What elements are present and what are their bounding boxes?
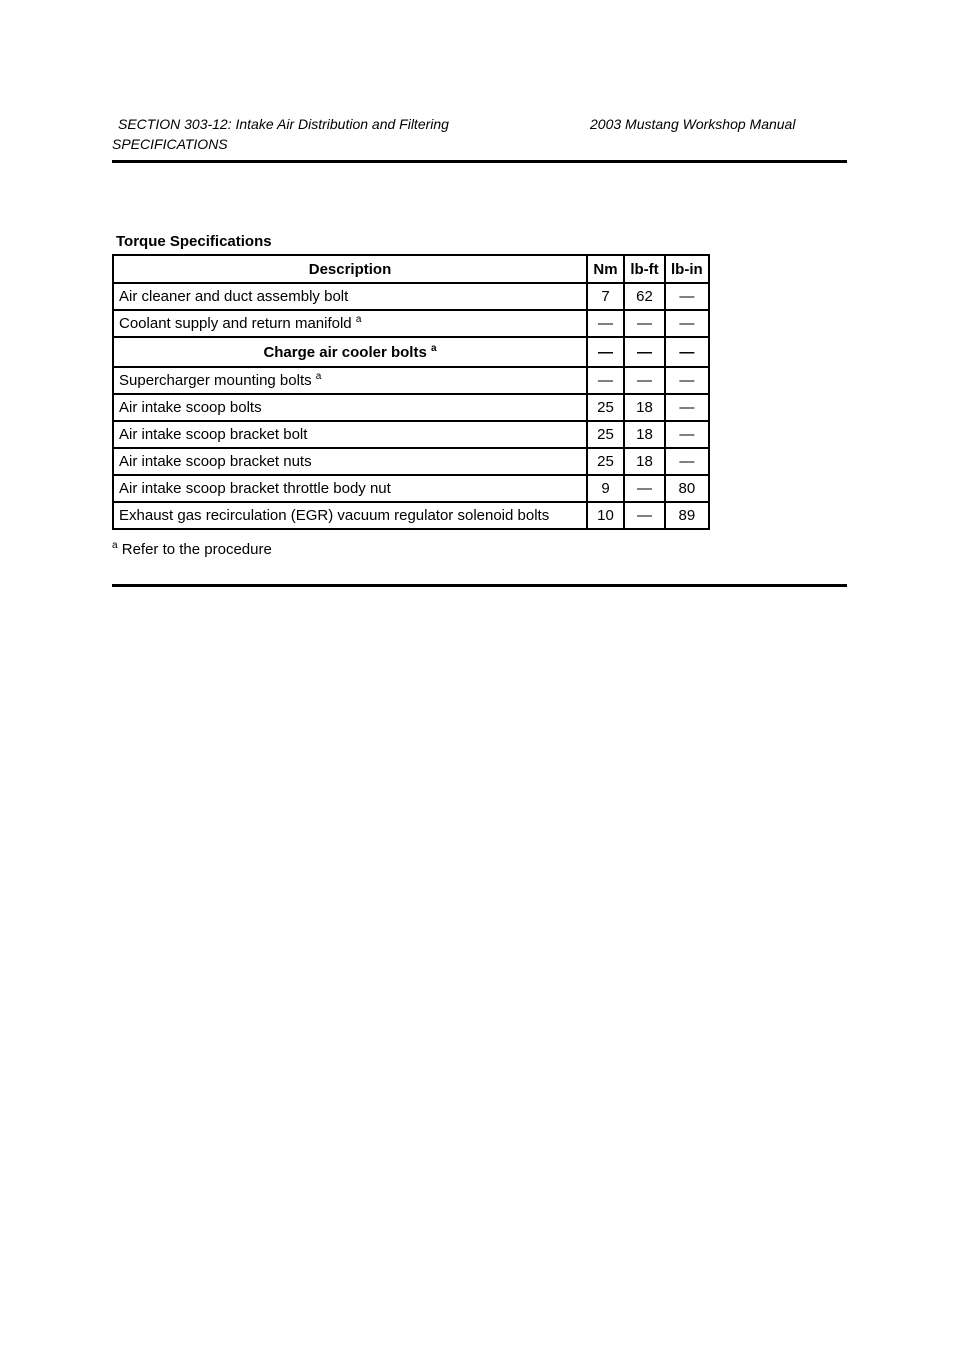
table-header-row bbox=[113, 255, 709, 283]
row-lbin: — bbox=[665, 367, 709, 394]
table-title: Torque Specifications bbox=[116, 233, 272, 250]
row-lbft: — bbox=[624, 475, 665, 502]
row-description: Air intake scoop bolts bbox=[113, 394, 587, 421]
subsection-title: SPECIFICATIONS bbox=[112, 136, 228, 152]
row-lbin: — bbox=[665, 394, 709, 421]
row-nm: 25 bbox=[587, 448, 624, 475]
table-footnote bbox=[112, 541, 272, 558]
footnote-marker: a bbox=[112, 540, 118, 551]
footnote-marker: a bbox=[430, 342, 437, 354]
table-row bbox=[113, 394, 709, 421]
table-row bbox=[113, 337, 709, 367]
section-title: SECTION 303-12: Intake Air Distribution and Filtering bbox=[118, 116, 449, 132]
row-lbin: — bbox=[665, 448, 709, 475]
table-row bbox=[113, 421, 709, 448]
row-lbin: — bbox=[665, 283, 709, 310]
row-description: Air cleaner and duct assembly bolt bbox=[113, 283, 587, 310]
row-description: Exhaust gas recirculation (EGR) vacuum regulator solenoid bolts bbox=[113, 502, 587, 529]
manual-title: 2003 Mustang Workshop Manual bbox=[590, 116, 796, 132]
table-row bbox=[113, 502, 709, 529]
column-header-description: Description bbox=[113, 255, 587, 283]
row-nm: 10 bbox=[587, 502, 624, 529]
row-lbft: 18 bbox=[624, 421, 665, 448]
column-header-lbft: lb-ft bbox=[624, 255, 665, 283]
row-lbin: 89 bbox=[665, 502, 709, 529]
footer-divider bbox=[112, 584, 847, 587]
row-lbft: 18 bbox=[624, 394, 665, 421]
row-nm: 25 bbox=[587, 421, 624, 448]
row-lbin: 80 bbox=[665, 475, 709, 502]
row-description: Air intake scoop bracket bolt bbox=[113, 421, 587, 448]
row-lbin: — bbox=[665, 310, 709, 337]
table-row bbox=[113, 475, 709, 502]
row-description: Air intake scoop bracket throttle body nut bbox=[113, 475, 587, 502]
column-header-nm: Nm bbox=[587, 255, 624, 283]
table-row bbox=[113, 310, 709, 337]
row-lbin: — bbox=[665, 337, 709, 367]
row-description: Charge air cooler bolts $^a$ bbox=[113, 337, 587, 367]
row-description: Air intake scoop bracket nuts bbox=[113, 448, 587, 475]
table-row bbox=[113, 283, 709, 310]
row-lbft: 18 bbox=[624, 448, 665, 475]
torque-specifications-table bbox=[112, 254, 710, 530]
row-lbft: 62 bbox=[624, 283, 665, 310]
row-nm: — bbox=[587, 367, 624, 394]
table-row bbox=[113, 367, 709, 394]
row-description: Coolant supply and return manifold $^a$ bbox=[113, 310, 587, 337]
column-header-lbin: lb-in bbox=[665, 255, 709, 283]
row-lbin: — bbox=[665, 421, 709, 448]
footnote-marker: a bbox=[315, 371, 322, 382]
row-lbft: — bbox=[624, 337, 665, 367]
row-lbft: — bbox=[624, 310, 665, 337]
header-divider bbox=[112, 160, 847, 163]
row-description: Supercharger mounting bolts $^a$ bbox=[113, 367, 587, 394]
row-lbft: — bbox=[624, 367, 665, 394]
table-row bbox=[113, 448, 709, 475]
row-nm: 9 bbox=[587, 475, 624, 502]
row-nm: — bbox=[587, 337, 624, 367]
row-nm: 25 bbox=[587, 394, 624, 421]
row-nm: — bbox=[587, 310, 624, 337]
footnote-text: Refer to the procedure bbox=[121, 541, 272, 558]
footnote-marker: a bbox=[355, 314, 362, 325]
row-lbft: — bbox=[624, 502, 665, 529]
row-nm: 7 bbox=[587, 283, 624, 310]
